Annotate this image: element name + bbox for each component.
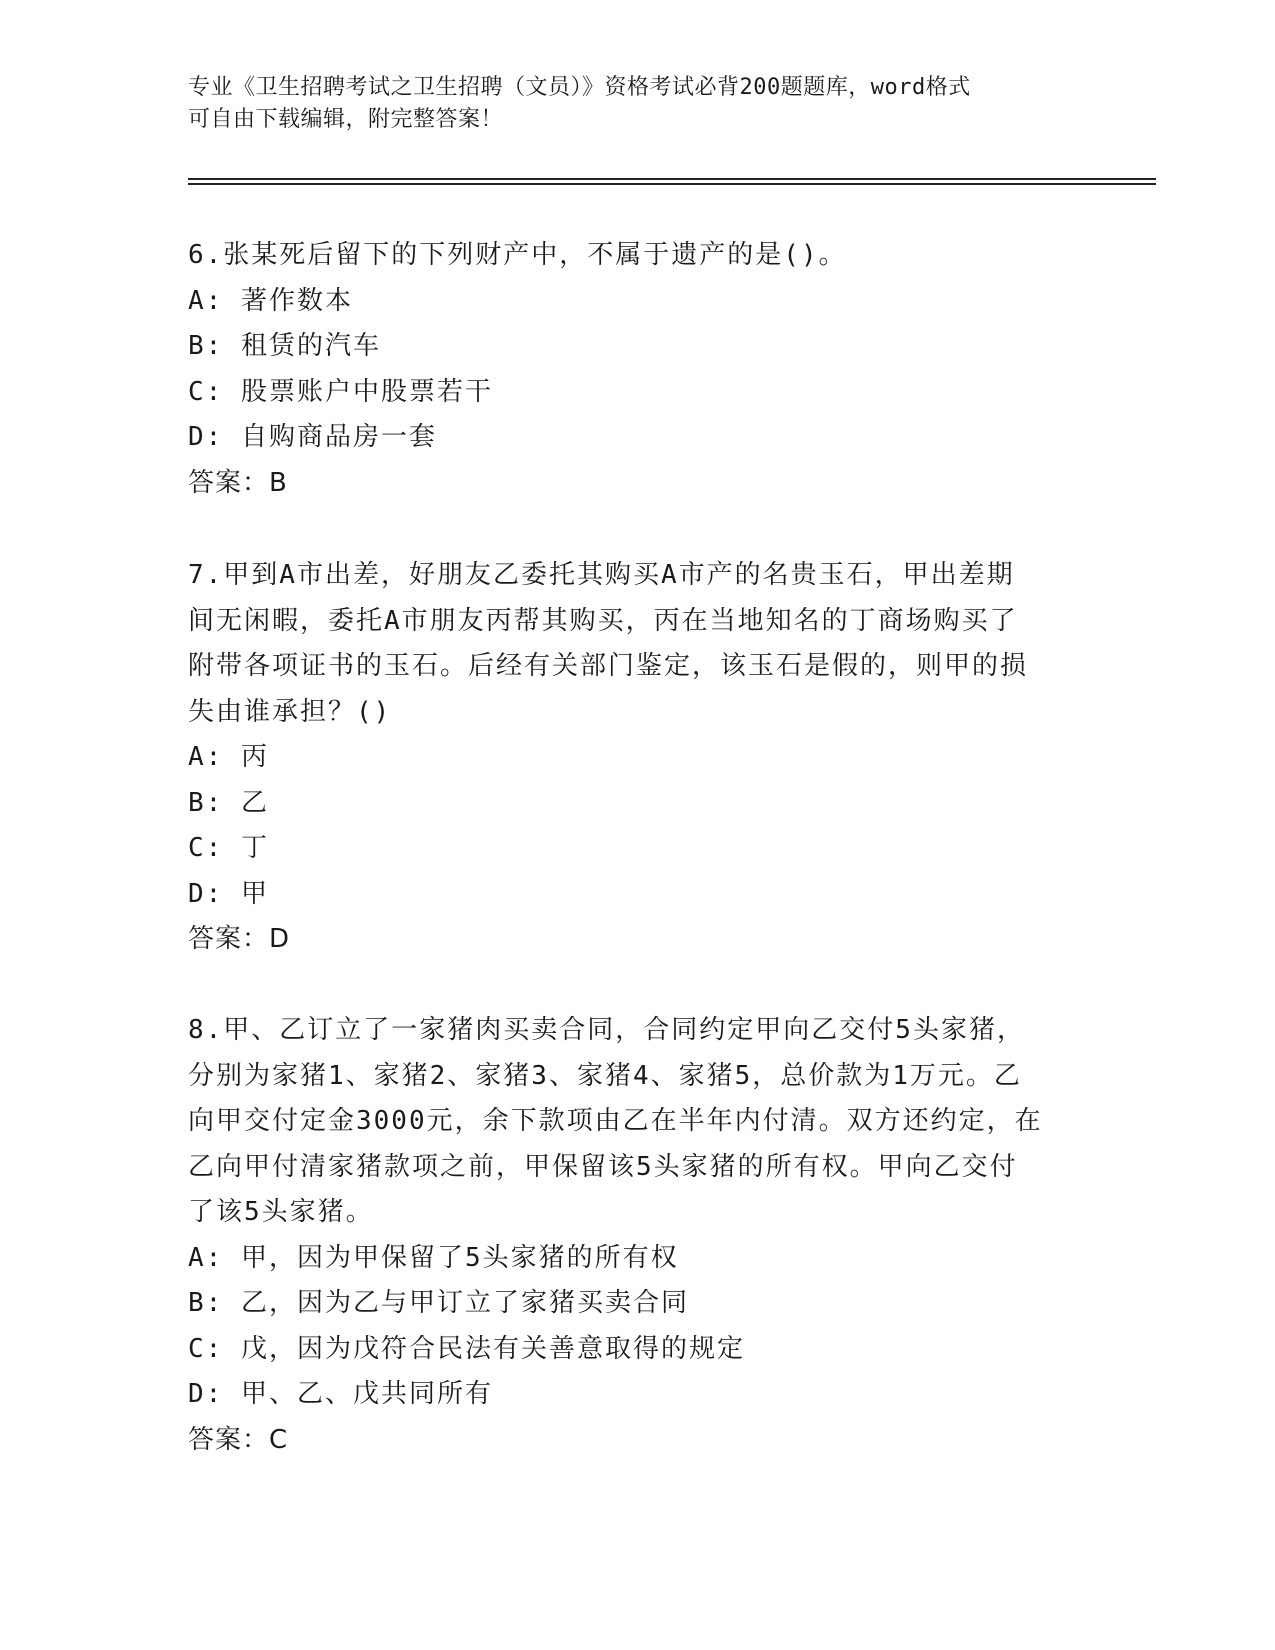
option-b: B: 乙 [188,787,269,818]
option-b: B: 乙，因为乙与甲订立了家猪买卖合同 [188,1288,689,1318]
option-c: C: 戊，因为戊符合民法有关善意取得的规定 [188,1333,745,1364]
option-d: D: 甲 [188,878,269,909]
answer-label: 答案：D [188,924,291,954]
question-6 [188,233,1088,506]
question-line: 8.甲、乙订立了一家猪肉买卖合同，合同约定甲向乙交付5头家猪， [188,1015,1025,1045]
question-8 [188,1008,1088,1463]
question-line: 向甲交付定金3000元，余下款项由乙在半年内付清。双方还约定，在 [188,1106,1043,1136]
header-line: 专业《卫生招聘考试之卫生招聘（文员）》资格考试必背200题题库，word格式 [188,75,971,100]
option-d: D: 甲、乙、戊共同所有 [188,1379,493,1409]
question-line: 6.张某死后留下的下列财产中，不属于遗产的是()。 [188,240,847,270]
question-text [188,1008,1088,1236]
question-line: 分别为家猪1、家猪2、家猪3、家猪4、家猪5，总价款为1万元。乙 [188,1060,1022,1091]
question-line: 间无闲暇，委托A市朋友丙帮其购买，丙在当地知名的丁商场购买了 [188,605,1018,636]
option-c: C: 股票账户中股票若干 [188,376,493,407]
header-divider [188,178,1156,180]
answer-label: 答案：B [188,467,288,498]
question-line: 乙向甲付清家猪款项之前，甲保留该5头家猪的所有权。甲向乙交付 [188,1151,1018,1182]
question-line: 7.甲到A市出差，好朋友乙委托其购买A市产的名贵玉石，甲出差期 [188,560,1015,590]
question-line: 附带各项证书的玉石。后经有关部门鉴定，该玉石是假的，则甲的损 [188,651,1029,681]
question-text [188,233,1088,279]
question-line: 了该5头家猪。 [188,1197,374,1227]
question-7 [188,553,1088,963]
answer-label: 答案：C [188,1424,289,1455]
header-line: 可自由下载编辑，附完整答案！ [188,107,504,132]
question-text [188,553,1088,735]
option-c: C: 丁 [188,833,269,863]
option-a: A: 著作数本 [188,285,353,316]
document-header [188,72,1088,136]
header-divider [188,183,1156,185]
question-line: 失由谁承担？() [188,696,392,727]
option-a: A: 丙 [188,742,269,772]
option-a: A: 甲，因为甲保留了5头家猪的所有权 [188,1242,679,1273]
option-d: D: 自购商品房一套 [188,422,437,452]
option-b: B: 租赁的汽车 [188,331,381,361]
